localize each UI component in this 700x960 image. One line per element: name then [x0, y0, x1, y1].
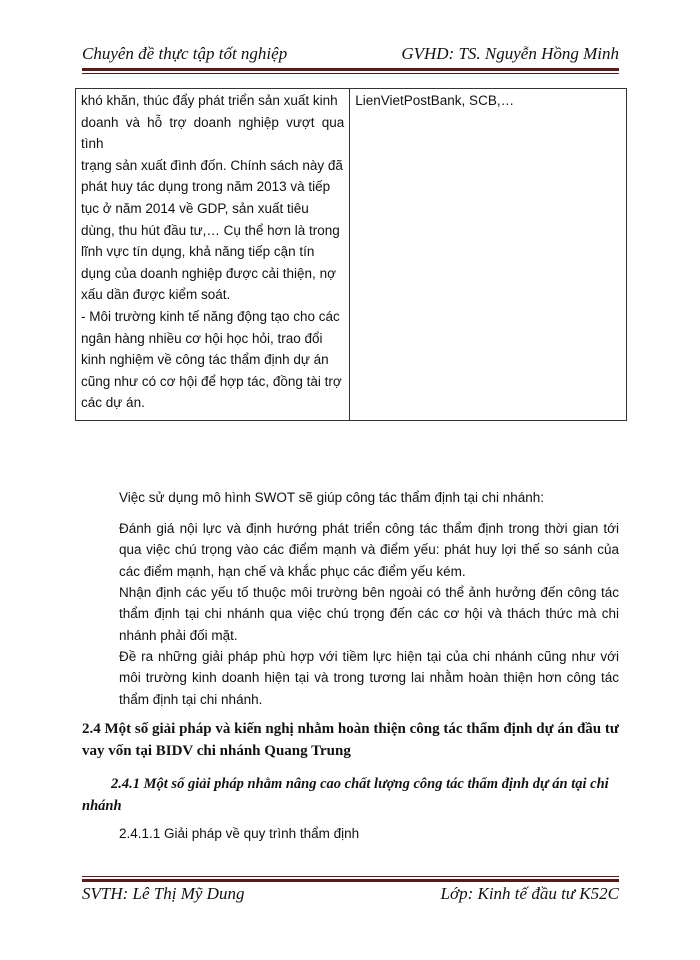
cell-line: ngân hàng nhiều cơ hội học hỏi, trao đổi	[81, 330, 323, 346]
cell-line: trạng sản xuất đình đốn. Chính sách này đã	[81, 157, 343, 173]
header-supervisor: GVHD: TS. Nguyễn Hồng Minh	[401, 44, 619, 63]
cell-line: khó khăn, thúc đẩy phát triển sản xuất kinh	[81, 93, 338, 108]
cell-line: xấu dần được kiểm soát.	[81, 287, 231, 303]
section-heading-2-4-1-1: 2.4.1.1 Giải pháp về quy trình thẩm định	[119, 826, 360, 841]
swot-intro: Việc sử dụng mô hình SWOT sẽ giúp công tác thẩm định tại chi nhánh:	[119, 490, 545, 505]
paragraph-text: Đề ra những giải pháp phù hợp với tiềm lực hiện tại của chi nhánh cũng như với môi trường kinh doanh hiện tại và trong tương lai nhằm hoàn thiện hơn công tác thẩm định tại chi nhánh.	[119, 649, 619, 707]
swot-table	[75, 88, 627, 421]
threats-text: LienVietPostBank, SCB,…	[355, 93, 515, 108]
cell-line: cũng như có cơ hội để hợp tác, đồng tài trợ	[81, 373, 342, 389]
table-row	[76, 89, 627, 421]
footer-rule-thin	[82, 876, 619, 877]
paragraph-text: Nhận định các yếu tố thuộc môi trường bên ngoài có thể ảnh hưởng đến công tác thẩm định tại chi nhánh qua việc chú trọng đến các cơ hội và thách thức mà chi nhánh phải đối mặt.	[119, 585, 619, 643]
header-rule-thin	[82, 73, 619, 74]
footer-class: Lớp: Kinh tế đầu tư K52C	[440, 884, 619, 903]
threats-cell	[350, 89, 627, 421]
page-header	[82, 44, 619, 68]
footer-rule-thick	[82, 879, 619, 882]
header-rule-thick	[82, 68, 619, 71]
paragraph-solutions	[119, 646, 619, 710]
opportunities-cell	[76, 89, 350, 421]
section-heading-2-4: 2.4 Một số giải pháp và kiến nghị nhằm hoàn thiện công tác thẩm định dự án đầu tư vay vốn tại BIDV chi nhánh Quang Trung	[82, 721, 619, 759]
cell-line: dụng của doanh nghiệp được cải thiện, nợ	[81, 265, 336, 281]
cell-line: các dự án.	[81, 395, 145, 411]
cell-line: tục ở năm 2014 về GDP, sản xuất tiêu	[81, 200, 309, 216]
cell-line: dùng, thu hút đầu tư,… Cụ thể hơn là trong	[81, 222, 340, 238]
header-title: Chuyên đề thực tập tốt nghiệp	[82, 44, 288, 63]
cell-line: kinh nghiệm về công tác thẩm định dự án	[81, 352, 329, 368]
cell-line: doanh và hỗ trợ doanh nghiệp vượt qua tình	[81, 114, 345, 152]
paragraph-internal	[119, 518, 619, 582]
footer-student: SVTH: Lê Thị Mỹ Dung	[82, 884, 245, 903]
paragraph-text: Đánh giá nội lực và định hướng phát triển công tác thẩm định trong thời gian tới qua việc chú trọng vào các điểm mạnh và điểm yếu: phát huy lợi thế so sánh của các điểm mạnh, hạn chế và khắc phục các điểm yếu kém.	[119, 521, 619, 579]
paragraph-external	[119, 582, 619, 646]
cell-line: phát huy tác dụng trong năm 2013 và tiếp	[81, 179, 331, 195]
page-footer	[82, 884, 619, 908]
section-heading-2-4-1: 2.4.1 Một số giải pháp nhằm nâng cao chất lượng công tác thẩm định dự án tại chi nhánh	[82, 776, 609, 814]
cell-line: lĩnh vực tín dụng, khả năng tiếp cận tín	[81, 244, 315, 260]
cell-line: - Môi trường kinh tế năng động tạo cho các	[81, 308, 340, 324]
